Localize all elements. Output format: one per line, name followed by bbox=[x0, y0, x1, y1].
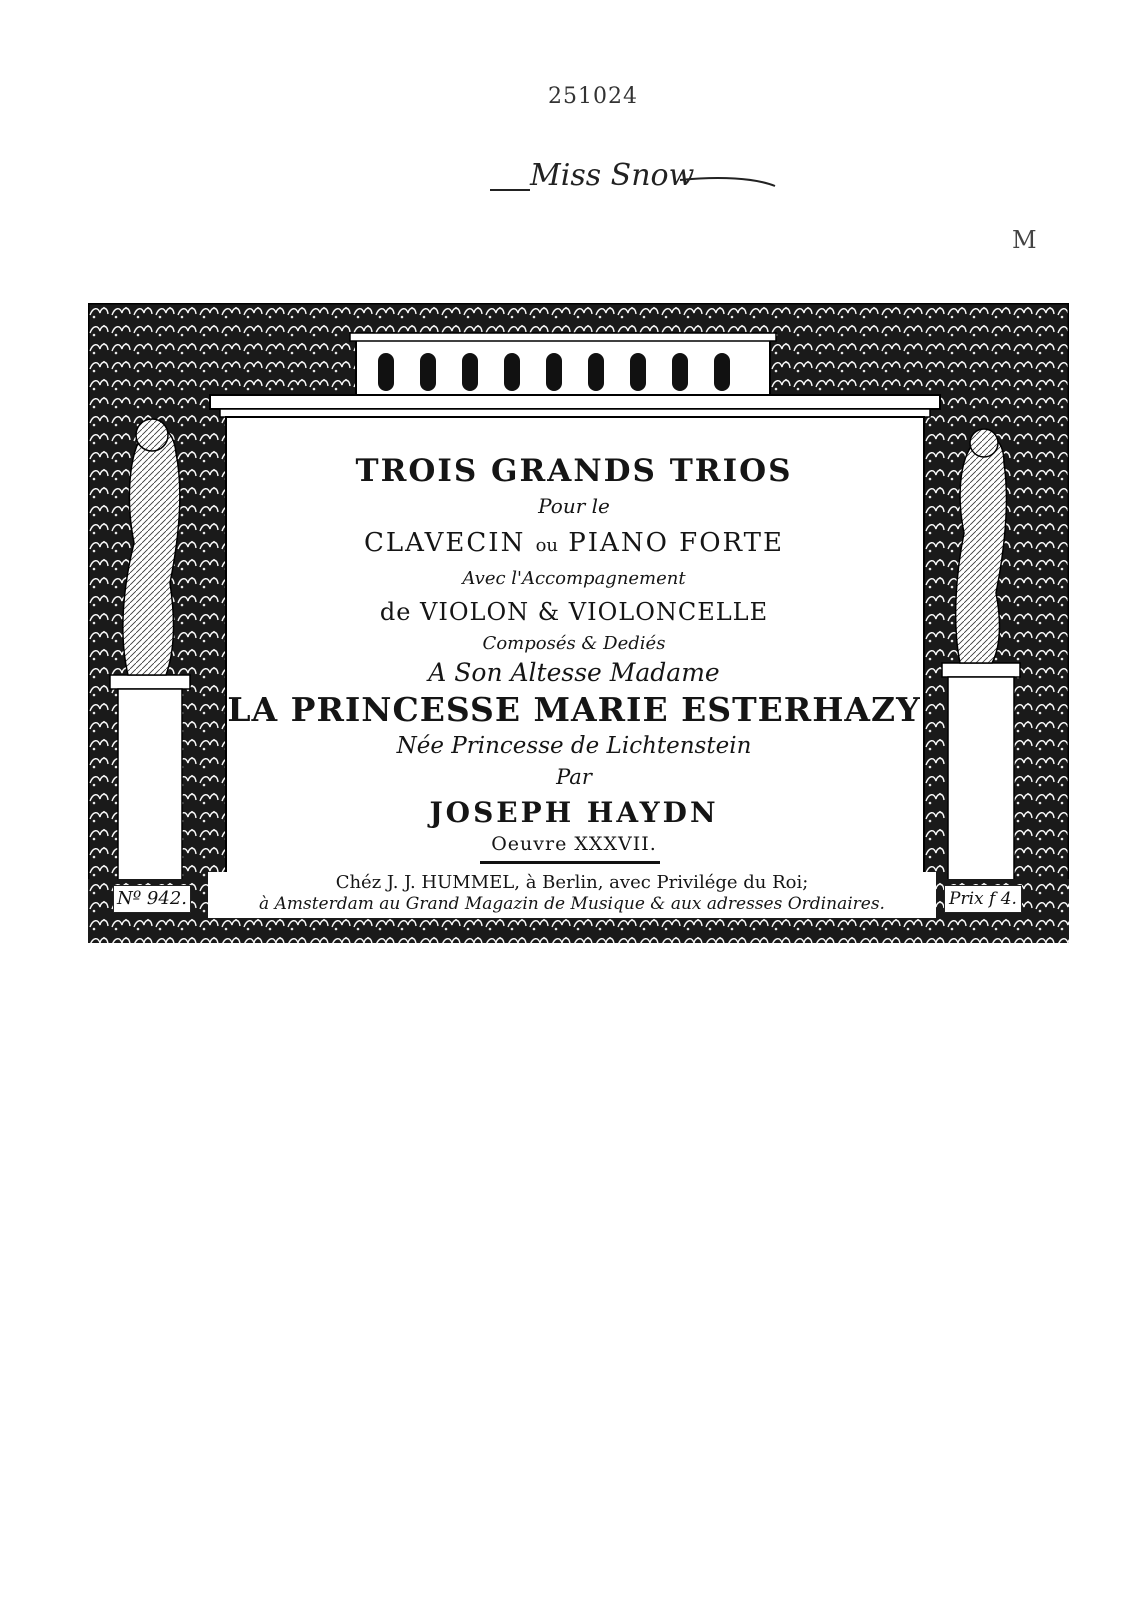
title-heading: TROIS GRANDS TRIOS bbox=[355, 453, 793, 489]
title-par: Par bbox=[556, 765, 592, 789]
publisher-imprint bbox=[208, 872, 936, 918]
corner-handwritten-mark: M bbox=[1012, 226, 1037, 254]
title-accompaniment: Avec l'Accompagnement bbox=[462, 568, 686, 589]
catalog-stamp-number: 251024 bbox=[548, 84, 638, 109]
title-dedicatee: LA PRINCESSE MARIE ESTERHAZY bbox=[227, 690, 921, 729]
instrument-ou: ou bbox=[535, 535, 559, 556]
composer-name: JOSEPH HAYDN bbox=[429, 796, 719, 829]
title-altesse: A Son Altesse Madame bbox=[428, 658, 720, 687]
opus-number: Oeuvre XXXVII. bbox=[491, 833, 657, 855]
price-box: Prix f 4. bbox=[944, 885, 1022, 913]
handwritten-note-text: Miss Snow bbox=[530, 158, 695, 193]
title-strings: de VIOLON & VIOLONCELLE bbox=[379, 598, 769, 626]
title-panel bbox=[228, 420, 920, 876]
opus-underline bbox=[480, 861, 660, 864]
pavilion-arcade bbox=[350, 333, 776, 399]
imprint-line-1: Chéz J. J. HUMMEL, à Berlin, avec Privilége du Roi; bbox=[335, 872, 809, 893]
plate-number-box: Nº 942. bbox=[113, 885, 191, 913]
title-nee: Née Princesse de Lichtenstein bbox=[396, 733, 752, 759]
instrument-clavecin: CLAVECIN bbox=[364, 528, 526, 558]
title-instrument-line bbox=[228, 528, 920, 558]
instrument-piano-forte: PIANO FORTE bbox=[568, 528, 784, 558]
title-composed-dedicated: Composés & Dediés bbox=[482, 633, 666, 654]
title-pour-le: Pour le bbox=[538, 494, 610, 518]
imprint-line-2: à Amsterdam au Grand Magazin de Musique & aux adresses Ordinaires. bbox=[259, 894, 885, 914]
handwritten-note bbox=[490, 150, 790, 210]
